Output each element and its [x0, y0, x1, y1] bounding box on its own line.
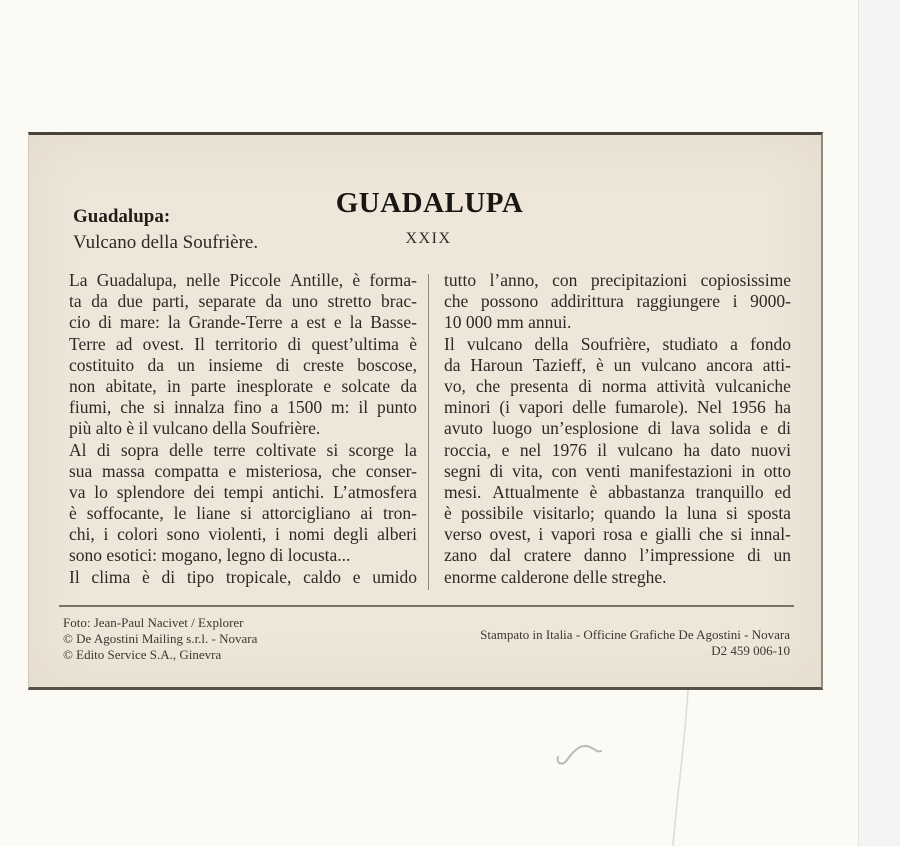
text-line: va lo splendore dei tempi antichi. L’atmosfera	[69, 481, 417, 502]
text-line: non abitate, in parte inesplorate e solcate da	[69, 375, 417, 396]
credit-line: © De Agostini Mailing s.r.l. - Novara	[63, 630, 258, 646]
text-line: roccia, e nel 1976 il vulcano ha dato nuovi	[444, 439, 791, 460]
credit-line: © Edito Service S.A., Ginevra	[63, 646, 222, 662]
text-line: che possono addirittura raggiungere i 9000-	[444, 291, 791, 312]
text-line: è soffocante, le liane si attorcigliano ai tron-	[69, 503, 417, 524]
card-series-numeral: XXIX	[405, 230, 452, 247]
text-line: segni di vita, con venti manifestazioni in otto	[444, 460, 791, 481]
pencil-squiggle-mark	[550, 733, 620, 773]
printer-block	[480, 627, 790, 659]
text-line: avuto luogo un’esplosione di lava solida e di	[444, 418, 791, 439]
footer-rule	[59, 605, 794, 607]
card-title: GUADALUPA	[335, 187, 524, 219]
text-column-left	[69, 270, 417, 588]
card-subheading: Vulcano della Soufrière.	[73, 232, 259, 253]
text-line: Al di sopra delle terre coltivate si scorge la	[69, 439, 417, 460]
card-heading: Guadalupa:	[73, 206, 171, 227]
credit-line: Foto: Jean-Paul Nacivet / Explorer	[63, 615, 244, 630]
text-line: mesi. Attualmente è abbastanza tranquillo ed	[444, 481, 791, 502]
text-line: costituito da un insieme di creste boscose,	[69, 354, 417, 375]
postcard-back	[28, 132, 823, 690]
text-line: Il clima è di tipo tropicale, caldo e umido	[69, 566, 417, 587]
scan-edge-strip	[858, 0, 900, 846]
text-line: sua massa compatta e misteriosa, che conser-	[69, 460, 417, 481]
text-line: fiumi, che si innalza fino a 1500 m: il punto	[69, 397, 417, 418]
text-line: vo, che presenta di norma attività vulcaniche	[444, 375, 791, 396]
text-line: cio di mare: la Grande-Terre a est e la Basse-	[69, 312, 417, 333]
text-line: minori (i vapori delle fumarole). Nel 1956 ha	[444, 397, 791, 418]
text-line: enorme calderone delle streghe.	[444, 566, 667, 587]
text-line: La Guadalupa, nelle Piccole Antille, è forma-	[69, 270, 417, 290]
text-line: è possibile visitarlo; quando la luna si sposta	[444, 503, 791, 524]
text-line: zano dal cratere danno l’impressione di un	[444, 545, 791, 566]
text-line: tutto l’anno, con precipitazioni copiosissime	[444, 270, 791, 290]
text-line: verso ovest, i vapori rosa e gialli che si innal-	[444, 524, 791, 545]
text-line: Il vulcano della Soufrière, studiato a fondo	[444, 333, 791, 354]
text-line: ta da due parti, separate da uno stretto brac-	[69, 291, 417, 312]
credits-block	[63, 615, 257, 662]
column-divider	[428, 274, 429, 590]
paper-crease-line	[655, 690, 715, 846]
text-line: più alto è il vulcano della Soufrière.	[69, 418, 321, 439]
text-line: sono esotici: mogano, legno di locusta...	[69, 545, 351, 566]
text-line: Terre ad ovest. Il territorio di quest’ultima è	[69, 333, 417, 354]
text-column-right	[444, 270, 791, 588]
text-line: chi, i colori sono violenti, i nomi degli alberi	[69, 524, 417, 545]
printer-line: Stampato in Italia - Officine Grafiche De Agostini - Novara	[480, 627, 790, 642]
print-code: D2 459 006-10	[711, 643, 790, 658]
text-line: da Haroun Tazieff, è un vulcano ancora atti-	[444, 354, 791, 375]
text-line: 10 000 mm annui.	[444, 312, 572, 333]
